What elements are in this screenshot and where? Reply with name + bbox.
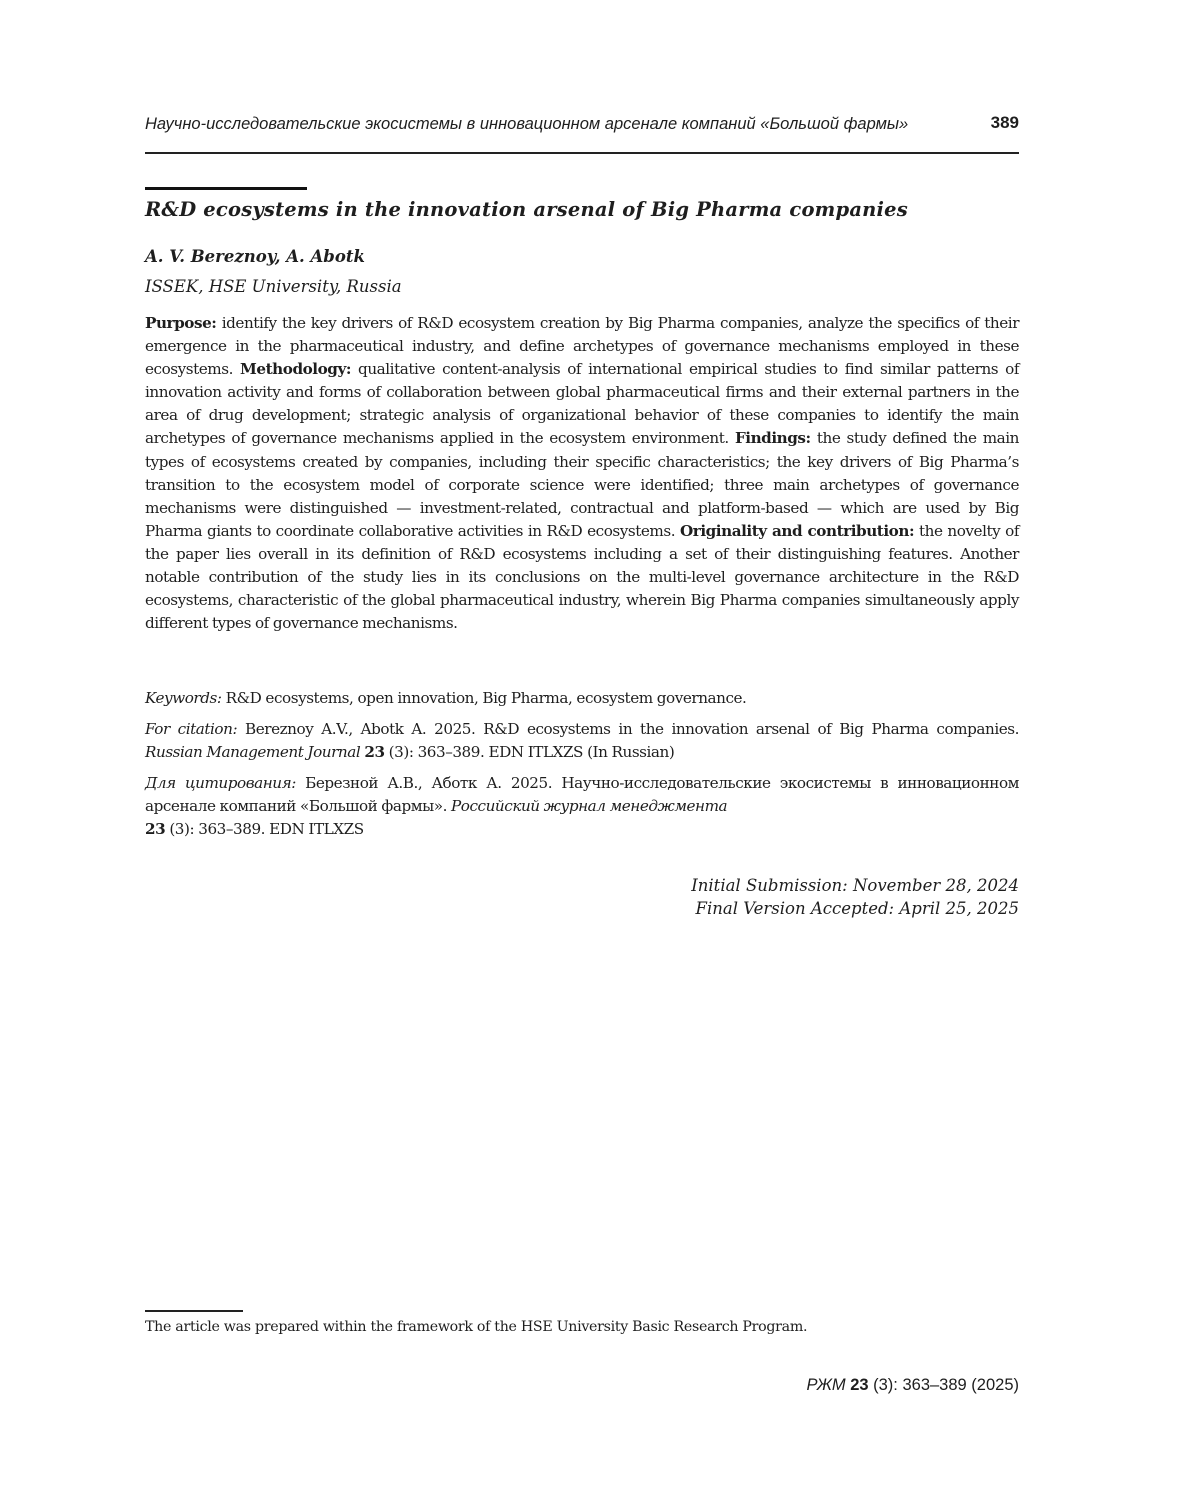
originality-text: the novelty of the paper lies overall in its definition of R&D ecosystems including a set of their distinguishing features. Another notable contribution of the study lies in its conclusions on the multi-level governance architecture in the R&D ecosystems, characteristic of the global pharmaceutical industry, wherein Big Pharma companies simultaneously apply different types of governance mechanisms. <box>145 521 1020 633</box>
citation-ru-journal: Российский журнал менеджмента <box>451 797 728 815</box>
footnote: The article was prepared within the framework of the HSE University Basic Research Program. <box>145 1319 808 1335</box>
page-number: 389 <box>990 113 1019 132</box>
footnote-divider <box>145 1310 243 1312</box>
final-version-accepted: Final Version Accepted: April 25, 2025 <box>695 899 1019 918</box>
title-divider <box>145 187 307 190</box>
header-divider <box>145 152 1019 154</box>
citation-ru-text: Березной А.В., Аботк А. 2025. Научно-исследовательские экосистемы в инновационном арсенале компаний «Большой фармы». <box>145 774 1019 815</box>
citation-ru <box>145 772 1019 841</box>
journal-volume: 23 <box>850 1376 869 1394</box>
methodology-text: qualitative content-analysis of international empirical studies to find similar patterns of innovation activity and forms of collaboration between global pharmaceutical firms and their external partners in the area of drug development; strategic analysis of organizational behavior of these companies to identify the main archetypes of governance mechanisms applied in the ecosystem environment. <box>145 360 1020 448</box>
initial-submission: Initial Submission: November 28, 2024 <box>691 876 1019 895</box>
keywords <box>145 687 1019 710</box>
methodology-label: Methodology: <box>240 360 351 379</box>
citation-ru-volume: 23 <box>145 820 166 838</box>
journal-issue-pages: (3): 363–389 (2025) <box>873 1376 1019 1394</box>
findings-text: the study defined the main types of ecosystems created by companies, including their specific characteristics; the key drivers of Big Pharma’s transition to the ecosystem model of corporate science were identified; three main archetypes of governance mechanisms were distinguished — investment-related, contractual and platform-based — which are used by Big Pharma giants to coordinate collaborative activities in R&D ecosystems. <box>145 429 1019 540</box>
originality-label: Originality and contribution: <box>679 521 915 540</box>
submission-dates <box>691 874 1019 920</box>
paper-title: R&D ecosystems in the innovation arsenal of Big Pharma companies <box>145 198 908 221</box>
keywords-label: Keywords: <box>145 689 222 707</box>
authors: A. V. Bereznoy, A. Abotk <box>145 247 365 266</box>
citation-en-volume: 23 <box>364 743 385 761</box>
citation-ru-label: Для цитирования: <box>145 774 296 792</box>
citation-en-label: For citation: <box>145 720 238 738</box>
citation-en <box>145 718 1019 764</box>
running-title: Научно-исследовательские экосистемы в инновационном арсенале компаний «Большой фармы» <box>145 115 909 133</box>
running-header <box>145 112 1019 138</box>
keywords-text: R&D ecosystems, open innovation, Big Pharma, ecosystem governance. <box>225 689 747 707</box>
citation-ru-rest: (3): 363–389. EDN ITLXZS <box>169 820 364 838</box>
journal-abbr: РЖМ <box>806 1376 846 1394</box>
abstract <box>145 312 1019 635</box>
findings-label: Findings: <box>734 429 811 448</box>
journal-footer <box>806 1376 1019 1395</box>
affiliation: ISSEK, HSE University, Russia <box>145 277 402 296</box>
citation-en-journal: Russian Management Journal <box>145 743 361 761</box>
citation-en-text: Bereznoy A.V., Abotk A. 2025. R&D ecosystems in the innovation arsenal of Big Pharma companies. <box>245 720 1019 738</box>
purpose-label: Purpose: <box>145 314 217 332</box>
citation-en-rest: (3): 363–389. EDN ITLXZS (In Russian) <box>388 743 675 761</box>
purpose-text: identify the key drivers of R&D ecosystem creation by Big Pharma companies, analyze the specifics of their emergence in the pharmaceutical industry, and define archetypes of governance mechanisms employed in these ecosystems. <box>145 314 1020 379</box>
